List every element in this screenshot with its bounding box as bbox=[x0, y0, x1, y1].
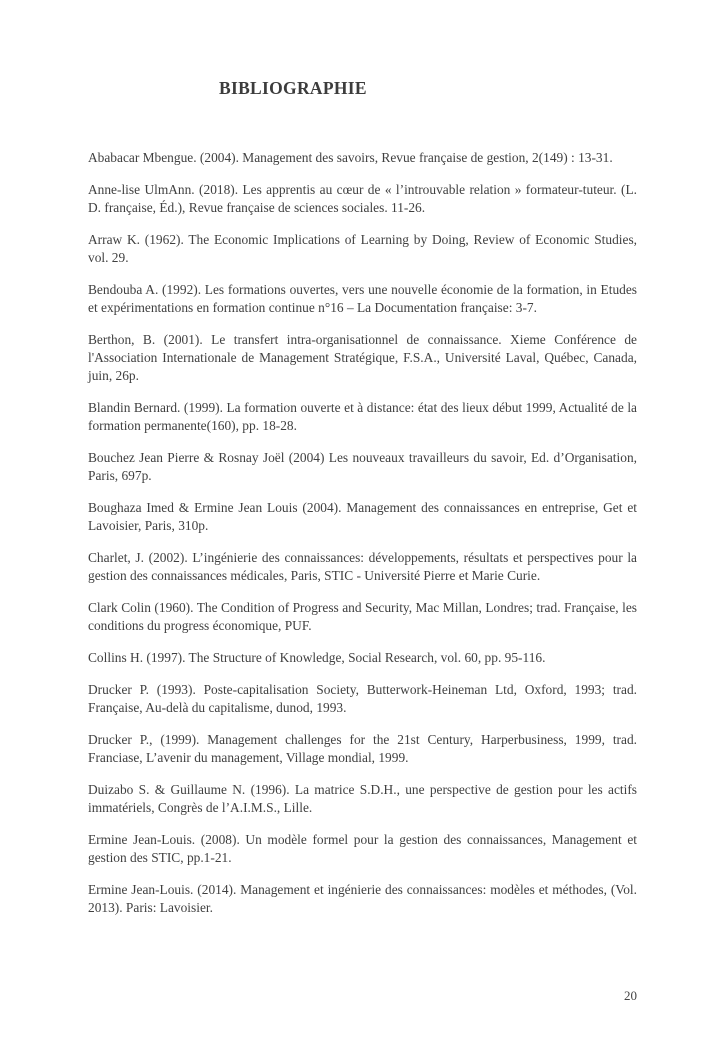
bibliography-entry: Charlet, J. (2002). L’ingénierie des connaissances: développements, résultats et perspectives pour la gestion des connaissances médicales, Paris, STIC - Université Pierre et Marie Curie. bbox=[88, 550, 637, 583]
bibliography-entry: Boughaza Imed & Ermine Jean Louis (2004). Management des connaissances en entreprise, Get et Lavoisier, Paris, 310p. bbox=[88, 500, 637, 533]
page-title: BIBLIOGRAPHIE bbox=[219, 78, 367, 98]
bibliography-entry: Bouchez Jean Pierre & Rosnay Joël (2004) Les nouveaux travailleurs du savoir, Ed. d’Organisation, Paris, 697p. bbox=[88, 450, 637, 483]
bibliography-entry: Drucker P. (1993). Poste-capitalisation Society, Butterwork-Heineman Ltd, Oxford, 1993; trad. Française, Au-delà du capitalisme, dunod, 1993. bbox=[88, 682, 637, 715]
bibliography-entry: Anne-lise UlmAnn. (2018). Les apprentis au cœur de « l’introuvable relation » formateur-tuteur. (L. D. française, Éd.), Revue française de sciences sociales. 11-26. bbox=[88, 182, 637, 215]
bibliography-entry: Clark Colin (1960). The Condition of Progress and Security, Mac Millan, Londres; trad. Française, les conditions du progress économique, PUF. bbox=[88, 600, 637, 633]
page-number: 20 bbox=[624, 988, 637, 1003]
bibliography-entry: Ermine Jean-Louis. (2014). Management et ingénierie des connaissances: modèles et méthodes, (Vol. 2013). Paris: Lavoisier. bbox=[88, 882, 637, 915]
bibliography-entry: Ababacar Mbengue. (2004). Management des savoirs, Revue française de gestion, 2(149) : 13-31. bbox=[88, 150, 613, 165]
bibliography-entry: Arraw K. (1962). The Economic Implications of Learning by Doing, Review of Economic Studies, vol. 29. bbox=[88, 232, 637, 265]
bibliography-entry: Bendouba A. (1992). Les formations ouvertes, vers une nouvelle économie de la formation, in Etudes et expérimentations en formation continue n°16 – La Documentation française: 3-7. bbox=[88, 282, 637, 315]
bibliography-entry: Collins H. (1997). The Structure of Knowledge, Social Research, vol. 60, pp. 95-116. bbox=[88, 650, 546, 665]
bibliography-entry: Blandin Bernard. (1999). La formation ouverte et à distance: état des lieux début 1999, Actualité de la formation permanente(160), pp. 18-28. bbox=[88, 400, 637, 433]
bibliography-entry: Ermine Jean-Louis. (2008). Un modèle formel pour la gestion des connaissances, Management et gestion des STIC, pp.1-21. bbox=[88, 832, 637, 865]
bibliography-entry: Drucker P., (1999). Management challenges for the 21st Century, Harperbusiness, 1999, trad. Franciase, L’avenir du management, Village mondial, 1999. bbox=[88, 732, 637, 765]
bibliography-entry: Berthon, B. (2001). Le transfert intra-organisationnel de connaissance. Xieme Conférence de l'Association Internationale de Management Stratégique, F.S.A., Université Laval, Québec, Canada, juin, 26p. bbox=[88, 332, 637, 383]
bibliography-entry: Duizabo S. & Guillaume N. (1996). La matrice S.D.H., une perspective de gestion pour les actifs immatériels, Congrès de l’A.I.M.S., Lille. bbox=[88, 782, 637, 815]
bibliography-list bbox=[88, 149, 637, 917]
